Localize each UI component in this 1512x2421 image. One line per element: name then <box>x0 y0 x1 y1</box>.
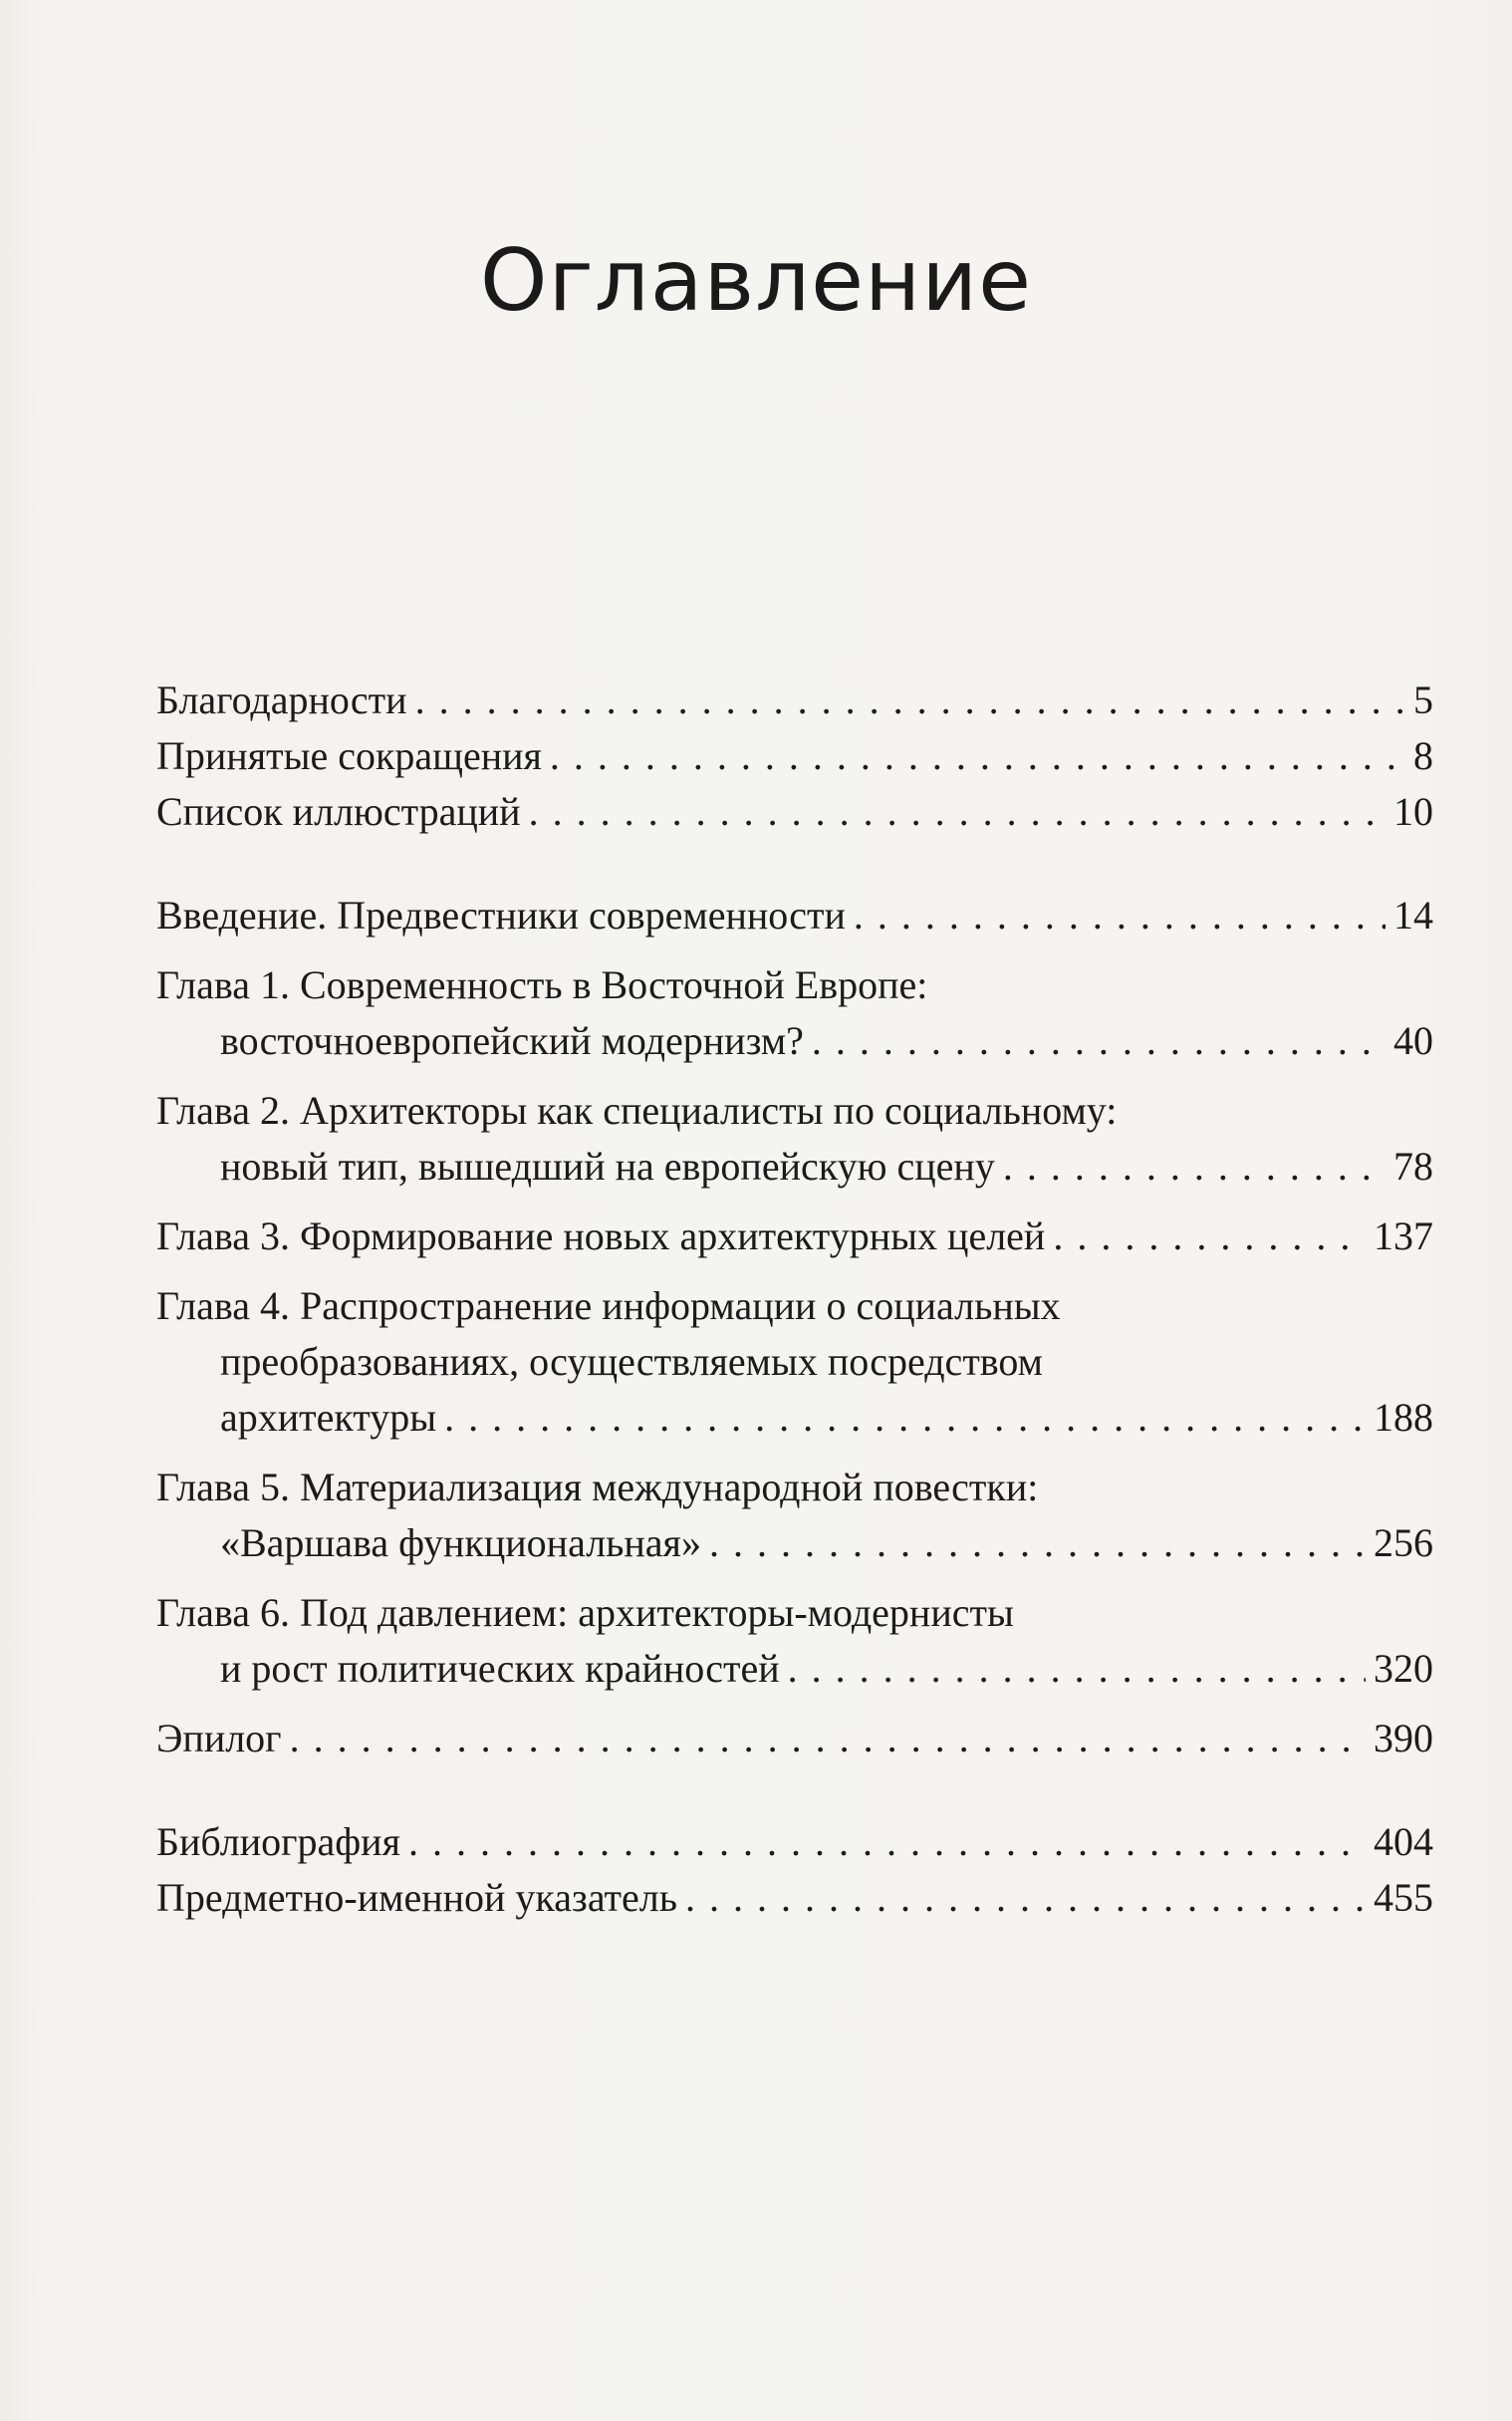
toc-entry-chapter-5 <box>156 1460 1433 1571</box>
toc-page-number: 320 <box>1374 1646 1433 1691</box>
dot-leader <box>529 784 1386 840</box>
toc-entry-title-line: Глава 5. Материализация международной повестки: <box>156 1465 1039 1509</box>
dot-leader <box>709 1515 1366 1571</box>
toc-page-number: 14 <box>1393 893 1433 938</box>
toc-entry-bibliography <box>156 1814 1433 1870</box>
dot-leader <box>408 1814 1366 1870</box>
toc-entry-chapter-6 <box>156 1585 1433 1697</box>
dot-leader <box>788 1641 1366 1697</box>
toc-entry-title-line: Глава 6. Под давлением: архитекторы-модернисты <box>156 1590 1014 1635</box>
toc-entry-title-line: преобразованиях, осуществляемых посредством <box>220 1339 1043 1384</box>
toc-page-number: 40 <box>1393 1018 1433 1063</box>
toc-page-number: 5 <box>1413 677 1433 722</box>
toc-entry-title: Предметно-именной указатель <box>156 1875 677 1920</box>
toc-entry-title-line: Глава 4. Распространение информации о социальных <box>156 1283 1061 1328</box>
toc-entry-title-line: Глава 2. Архитекторы как специалисты по социальному: <box>156 1088 1118 1133</box>
toc-entry-introduction <box>156 888 1433 943</box>
toc-entry-epilogue <box>156 1711 1433 1766</box>
toc-page-number: 10 <box>1393 789 1433 834</box>
toc-entry-title-line: и рост политических крайностей <box>220 1646 780 1691</box>
dot-leader <box>1053 1209 1366 1264</box>
toc-entry-title: Благодарности <box>156 677 407 722</box>
toc-entry-title-line: восточноевропейский модернизм? <box>220 1018 804 1063</box>
toc-page-number: 137 <box>1374 1213 1433 1258</box>
dot-leader <box>812 1013 1386 1069</box>
dot-leader <box>854 888 1386 943</box>
toc-entry-title: Принятые сокращения <box>156 733 542 778</box>
toc-page-number: 256 <box>1374 1520 1433 1565</box>
dot-leader <box>685 1870 1366 1926</box>
toc-entry-acknowledgements <box>156 672 1433 728</box>
dot-leader <box>415 672 1405 728</box>
toc-entry-illustrations <box>156 784 1433 840</box>
toc-entry-title: Введение. Предвестники современности <box>156 893 846 938</box>
toc-entry-title-line: новый тип, вышедший на европейскую сцену <box>220 1144 995 1189</box>
toc-entry-title: Список иллюстраций <box>156 789 521 834</box>
toc-page-number: 78 <box>1393 1144 1433 1189</box>
toc-page-number: 455 <box>1374 1875 1433 1920</box>
dot-leader <box>1003 1139 1386 1195</box>
toc-entry-title: Библиография <box>156 1819 400 1864</box>
toc-page-number: 390 <box>1374 1716 1433 1760</box>
toc-entry-chapter-3 <box>156 1209 1433 1264</box>
toc-entry-title-line: «Варшава функциональная» <box>220 1520 701 1565</box>
toc-entry-title: Глава 3. Формирование новых архитектурных целей <box>156 1213 1046 1258</box>
toc-entry-index <box>156 1870 1433 1926</box>
toc-entry-chapter-1 <box>156 957 1433 1069</box>
toc-page-number: 404 <box>1374 1819 1433 1864</box>
page-title: Оглавление <box>479 231 1033 331</box>
toc-page-number: 8 <box>1413 733 1433 778</box>
dot-leader <box>444 1390 1366 1446</box>
toc-entry-title-line: Глава 1. Современность в Восточной Европе: <box>156 962 928 1007</box>
toc-entry-title: Эпилог <box>156 1716 282 1760</box>
toc-entry-title-line: архитектуры <box>220 1395 437 1440</box>
toc-entry-chapter-4 <box>156 1278 1433 1446</box>
toc-entry-chapter-2 <box>156 1083 1433 1195</box>
table-of-contents <box>156 672 1433 1926</box>
toc-entry-abbreviations <box>156 728 1433 784</box>
dot-leader <box>290 1711 1366 1766</box>
toc-page-number: 188 <box>1374 1395 1433 1440</box>
dot-leader <box>550 728 1405 784</box>
